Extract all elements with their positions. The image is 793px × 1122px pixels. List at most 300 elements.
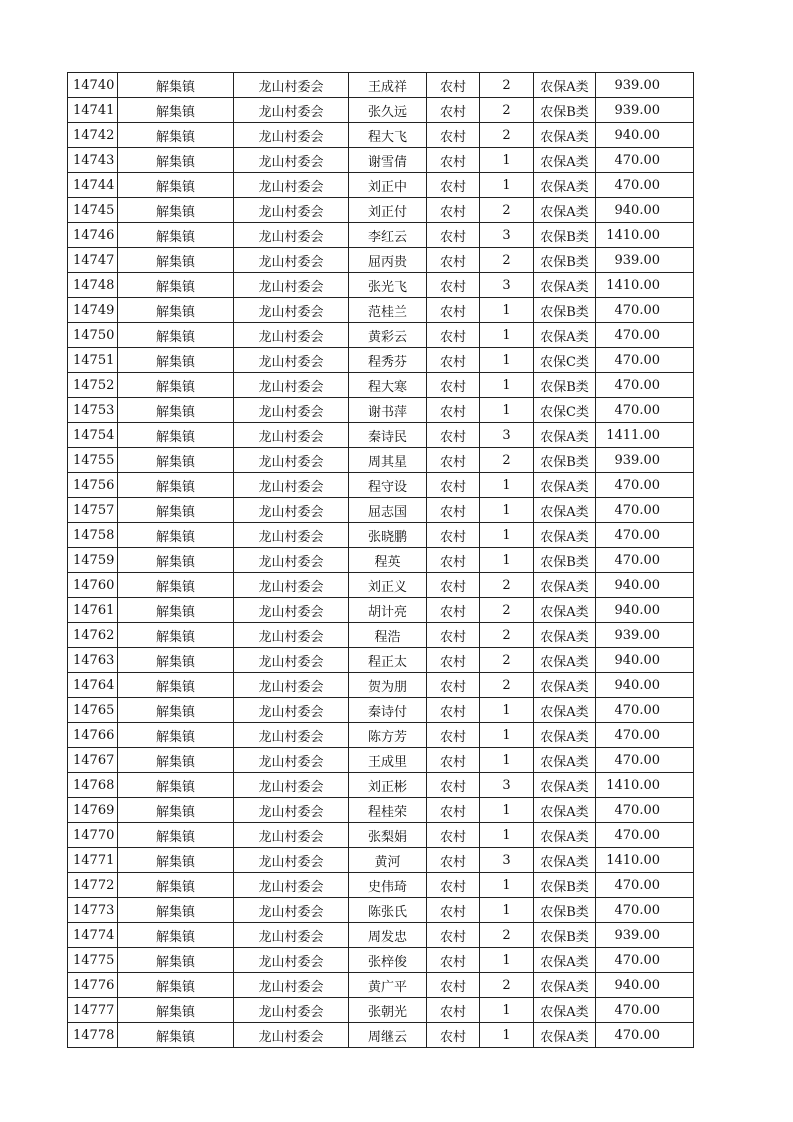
area-type-cell: 农村 [427, 923, 480, 948]
table-row [68, 548, 694, 573]
village-committee-cell: 龙山村委会 [234, 648, 349, 673]
person-name-cell: 屈志国 [349, 498, 427, 523]
table-row [68, 1023, 694, 1048]
town-cell: 解集镇 [118, 673, 234, 698]
amount-cell: 940.00 [596, 198, 694, 223]
village-committee-cell: 龙山村委会 [234, 423, 349, 448]
person-name-cell: 程大寒 [349, 373, 427, 398]
amount-cell: 470.00 [596, 898, 694, 923]
village-committee-cell: 龙山村委会 [234, 573, 349, 598]
area-type-cell: 农村 [427, 798, 480, 823]
village-committee-cell: 龙山村委会 [234, 498, 349, 523]
amount-cell: 470.00 [596, 473, 694, 498]
household-count-cell: 2 [480, 248, 534, 273]
area-type-cell: 农村 [427, 723, 480, 748]
record-id-cell: 14769 [68, 798, 118, 823]
person-name-cell: 谢雪倩 [349, 148, 427, 173]
household-count-cell: 3 [480, 773, 534, 798]
town-cell: 解集镇 [118, 923, 234, 948]
household-count-cell: 2 [480, 923, 534, 948]
amount-cell: 470.00 [596, 148, 694, 173]
village-committee-cell: 龙山村委会 [234, 523, 349, 548]
area-type-cell: 农村 [427, 123, 480, 148]
town-cell: 解集镇 [118, 73, 234, 98]
table-row [68, 823, 694, 848]
record-id-cell: 14751 [68, 348, 118, 373]
household-count-cell: 2 [480, 623, 534, 648]
town-cell: 解集镇 [118, 598, 234, 623]
town-cell: 解集镇 [118, 423, 234, 448]
person-name-cell: 秦诗民 [349, 423, 427, 448]
insurance-category-cell: 农保A类 [534, 198, 596, 223]
town-cell: 解集镇 [118, 773, 234, 798]
amount-cell: 1410.00 [596, 273, 694, 298]
insurance-category-cell: 农保A类 [534, 423, 596, 448]
village-committee-cell: 龙山村委会 [234, 973, 349, 998]
area-type-cell: 农村 [427, 523, 480, 548]
insurance-category-cell: 农保A类 [534, 948, 596, 973]
town-cell: 解集镇 [118, 823, 234, 848]
amount-cell: 470.00 [596, 298, 694, 323]
area-type-cell: 农村 [427, 73, 480, 98]
amount-cell: 939.00 [596, 448, 694, 473]
record-id-cell: 14741 [68, 98, 118, 123]
record-id-cell: 14742 [68, 123, 118, 148]
record-id-cell: 14761 [68, 598, 118, 623]
household-count-cell: 2 [480, 648, 534, 673]
amount-cell: 470.00 [596, 823, 694, 848]
area-type-cell: 农村 [427, 223, 480, 248]
record-id-cell: 14774 [68, 923, 118, 948]
village-committee-cell: 龙山村委会 [234, 398, 349, 423]
village-committee-cell: 龙山村委会 [234, 273, 349, 298]
table-row [68, 248, 694, 273]
household-count-cell: 1 [480, 173, 534, 198]
amount-cell: 470.00 [596, 748, 694, 773]
person-name-cell: 程桂荣 [349, 798, 427, 823]
amount-cell: 940.00 [596, 648, 694, 673]
household-count-cell: 2 [480, 973, 534, 998]
amount-cell: 470.00 [596, 798, 694, 823]
insurance-category-cell: 农保A类 [534, 598, 596, 623]
area-type-cell: 农村 [427, 948, 480, 973]
insurance-category-cell: 农保A类 [534, 148, 596, 173]
village-committee-cell: 龙山村委会 [234, 998, 349, 1023]
person-name-cell: 黄河 [349, 848, 427, 873]
village-committee-cell: 龙山村委会 [234, 623, 349, 648]
insurance-category-cell: 农保A类 [534, 848, 596, 873]
town-cell: 解集镇 [118, 798, 234, 823]
record-id-cell: 14757 [68, 498, 118, 523]
table-row [68, 948, 694, 973]
insurance-category-cell: 农保B类 [534, 248, 596, 273]
table-row [68, 623, 694, 648]
household-count-cell: 1 [480, 898, 534, 923]
amount-cell: 470.00 [596, 348, 694, 373]
insurance-category-cell: 农保B类 [534, 373, 596, 398]
table-row [68, 598, 694, 623]
area-type-cell: 农村 [427, 698, 480, 723]
household-count-cell: 3 [480, 848, 534, 873]
person-name-cell: 谢书萍 [349, 398, 427, 423]
table-row [68, 423, 694, 448]
town-cell: 解集镇 [118, 948, 234, 973]
person-name-cell: 张晓鹏 [349, 523, 427, 548]
record-id-cell: 14754 [68, 423, 118, 448]
insurance-category-cell: 农保B类 [534, 98, 596, 123]
roster-table [67, 72, 694, 1048]
record-id-cell: 14743 [68, 148, 118, 173]
town-cell: 解集镇 [118, 873, 234, 898]
amount-cell: 470.00 [596, 498, 694, 523]
person-name-cell: 史伟琦 [349, 873, 427, 898]
insurance-category-cell: 农保A类 [534, 773, 596, 798]
household-count-cell: 1 [480, 473, 534, 498]
household-count-cell: 2 [480, 123, 534, 148]
insurance-category-cell: 农保A类 [534, 123, 596, 148]
person-name-cell: 刘正付 [349, 198, 427, 223]
table-row [68, 473, 694, 498]
town-cell: 解集镇 [118, 648, 234, 673]
village-committee-cell: 龙山村委会 [234, 73, 349, 98]
insurance-category-cell: 农保A类 [534, 1023, 596, 1048]
person-name-cell: 张梓俊 [349, 948, 427, 973]
insurance-category-cell: 农保B类 [534, 898, 596, 923]
amount-cell: 940.00 [596, 673, 694, 698]
area-type-cell: 农村 [427, 873, 480, 898]
person-name-cell: 张光飞 [349, 273, 427, 298]
person-name-cell: 王成祥 [349, 73, 427, 98]
record-id-cell: 14773 [68, 898, 118, 923]
household-count-cell: 3 [480, 223, 534, 248]
amount-cell: 1410.00 [596, 773, 694, 798]
record-id-cell: 14740 [68, 73, 118, 98]
area-type-cell: 农村 [427, 648, 480, 673]
person-name-cell: 李红云 [349, 223, 427, 248]
area-type-cell: 农村 [427, 373, 480, 398]
area-type-cell: 农村 [427, 598, 480, 623]
village-committee-cell: 龙山村委会 [234, 598, 349, 623]
village-committee-cell: 龙山村委会 [234, 448, 349, 473]
amount-cell: 939.00 [596, 98, 694, 123]
person-name-cell: 黄广平 [349, 973, 427, 998]
town-cell: 解集镇 [118, 173, 234, 198]
village-committee-cell: 龙山村委会 [234, 823, 349, 848]
area-type-cell: 农村 [427, 323, 480, 348]
person-name-cell: 王成里 [349, 748, 427, 773]
household-count-cell: 1 [480, 373, 534, 398]
village-committee-cell: 龙山村委会 [234, 148, 349, 173]
roster-body [68, 73, 694, 1048]
household-count-cell: 2 [480, 73, 534, 98]
household-count-cell: 1 [480, 948, 534, 973]
person-name-cell: 刘正中 [349, 173, 427, 198]
record-id-cell: 14746 [68, 223, 118, 248]
area-type-cell: 农村 [427, 498, 480, 523]
area-type-cell: 农村 [427, 973, 480, 998]
village-committee-cell: 龙山村委会 [234, 923, 349, 948]
household-count-cell: 1 [480, 748, 534, 773]
household-count-cell: 1 [480, 323, 534, 348]
insurance-category-cell: 农保B类 [534, 923, 596, 948]
insurance-category-cell: 农保A类 [534, 473, 596, 498]
area-type-cell: 农村 [427, 1023, 480, 1048]
table-row [68, 148, 694, 173]
insurance-category-cell: 农保B类 [534, 448, 596, 473]
table-row [68, 373, 694, 398]
area-type-cell: 农村 [427, 248, 480, 273]
household-count-cell: 1 [480, 398, 534, 423]
record-id-cell: 14755 [68, 448, 118, 473]
town-cell: 解集镇 [118, 373, 234, 398]
village-committee-cell: 龙山村委会 [234, 248, 349, 273]
household-count-cell: 3 [480, 423, 534, 448]
household-count-cell: 1 [480, 873, 534, 898]
person-name-cell: 胡计亮 [349, 598, 427, 623]
amount-cell: 470.00 [596, 698, 694, 723]
insurance-category-cell: 农保A类 [534, 498, 596, 523]
village-committee-cell: 龙山村委会 [234, 798, 349, 823]
area-type-cell: 农村 [427, 998, 480, 1023]
insurance-category-cell: 农保A类 [534, 523, 596, 548]
amount-cell: 939.00 [596, 623, 694, 648]
household-count-cell: 2 [480, 198, 534, 223]
household-count-cell: 1 [480, 298, 534, 323]
amount-cell: 470.00 [596, 323, 694, 348]
household-count-cell: 1 [480, 548, 534, 573]
table-row [68, 848, 694, 873]
town-cell: 解集镇 [118, 623, 234, 648]
person-name-cell: 程守设 [349, 473, 427, 498]
record-id-cell: 14762 [68, 623, 118, 648]
town-cell: 解集镇 [118, 698, 234, 723]
household-count-cell: 1 [480, 998, 534, 1023]
area-type-cell: 农村 [427, 298, 480, 323]
amount-cell: 1411.00 [596, 423, 694, 448]
amount-cell: 939.00 [596, 73, 694, 98]
amount-cell: 939.00 [596, 248, 694, 273]
record-id-cell: 14759 [68, 548, 118, 573]
town-cell: 解集镇 [118, 523, 234, 548]
insurance-category-cell: 农保C类 [534, 398, 596, 423]
household-count-cell: 1 [480, 823, 534, 848]
insurance-category-cell: 农保A类 [534, 973, 596, 998]
table-row [68, 648, 694, 673]
area-type-cell: 农村 [427, 623, 480, 648]
household-count-cell: 1 [480, 1023, 534, 1048]
village-committee-cell: 龙山村委会 [234, 173, 349, 198]
amount-cell: 1410.00 [596, 848, 694, 873]
person-name-cell: 张久远 [349, 98, 427, 123]
person-name-cell: 秦诗付 [349, 698, 427, 723]
person-name-cell: 刘正义 [349, 573, 427, 598]
town-cell: 解集镇 [118, 473, 234, 498]
area-type-cell: 农村 [427, 898, 480, 923]
area-type-cell: 农村 [427, 173, 480, 198]
village-committee-cell: 龙山村委会 [234, 873, 349, 898]
person-name-cell: 周发忠 [349, 923, 427, 948]
amount-cell: 470.00 [596, 548, 694, 573]
person-name-cell: 陈张氏 [349, 898, 427, 923]
insurance-category-cell: 农保B类 [534, 298, 596, 323]
insurance-category-cell: 农保A类 [534, 748, 596, 773]
table-row [68, 923, 694, 948]
household-count-cell: 2 [480, 673, 534, 698]
village-committee-cell: 龙山村委会 [234, 198, 349, 223]
town-cell: 解集镇 [118, 973, 234, 998]
table-row [68, 523, 694, 548]
village-committee-cell: 龙山村委会 [234, 223, 349, 248]
person-name-cell: 程浩 [349, 623, 427, 648]
area-type-cell: 农村 [427, 198, 480, 223]
area-type-cell: 农村 [427, 823, 480, 848]
amount-cell: 470.00 [596, 948, 694, 973]
town-cell: 解集镇 [118, 98, 234, 123]
household-count-cell: 2 [480, 598, 534, 623]
table-row [68, 273, 694, 298]
record-id-cell: 14756 [68, 473, 118, 498]
village-committee-cell: 龙山村委会 [234, 748, 349, 773]
town-cell: 解集镇 [118, 448, 234, 473]
insurance-category-cell: 农保C类 [534, 348, 596, 373]
record-id-cell: 14778 [68, 1023, 118, 1048]
person-name-cell: 刘正彬 [349, 773, 427, 798]
town-cell: 解集镇 [118, 248, 234, 273]
area-type-cell: 农村 [427, 98, 480, 123]
table-row [68, 498, 694, 523]
town-cell: 解集镇 [118, 223, 234, 248]
town-cell: 解集镇 [118, 148, 234, 173]
area-type-cell: 农村 [427, 673, 480, 698]
village-committee-cell: 龙山村委会 [234, 98, 349, 123]
amount-cell: 470.00 [596, 173, 694, 198]
insurance-category-cell: 农保B类 [534, 548, 596, 573]
table-row [68, 898, 694, 923]
amount-cell: 940.00 [596, 598, 694, 623]
town-cell: 解集镇 [118, 848, 234, 873]
village-committee-cell: 龙山村委会 [234, 1023, 349, 1048]
town-cell: 解集镇 [118, 198, 234, 223]
household-count-cell: 1 [480, 798, 534, 823]
record-id-cell: 14765 [68, 698, 118, 723]
town-cell: 解集镇 [118, 573, 234, 598]
amount-cell: 470.00 [596, 1023, 694, 1048]
town-cell: 解集镇 [118, 998, 234, 1023]
record-id-cell: 14753 [68, 398, 118, 423]
insurance-category-cell: 农保B类 [534, 223, 596, 248]
town-cell: 解集镇 [118, 123, 234, 148]
table-row [68, 973, 694, 998]
table-row [68, 873, 694, 898]
record-id-cell: 14775 [68, 948, 118, 973]
record-id-cell: 14766 [68, 723, 118, 748]
village-committee-cell: 龙山村委会 [234, 323, 349, 348]
record-id-cell: 14752 [68, 373, 118, 398]
table-row [68, 723, 694, 748]
person-name-cell: 黄彩云 [349, 323, 427, 348]
village-committee-cell: 龙山村委会 [234, 723, 349, 748]
amount-cell: 470.00 [596, 723, 694, 748]
area-type-cell: 农村 [427, 748, 480, 773]
area-type-cell: 农村 [427, 548, 480, 573]
insurance-category-cell: 农保B类 [534, 873, 596, 898]
insurance-category-cell: 农保A类 [534, 673, 596, 698]
area-type-cell: 农村 [427, 273, 480, 298]
record-id-cell: 14760 [68, 573, 118, 598]
record-id-cell: 14764 [68, 673, 118, 698]
amount-cell: 939.00 [596, 923, 694, 948]
insurance-category-cell: 农保A类 [534, 648, 596, 673]
town-cell: 解集镇 [118, 898, 234, 923]
record-id-cell: 14750 [68, 323, 118, 348]
amount-cell: 470.00 [596, 373, 694, 398]
town-cell: 解集镇 [118, 748, 234, 773]
insurance-category-cell: 农保A类 [534, 623, 596, 648]
record-id-cell: 14749 [68, 298, 118, 323]
area-type-cell: 农村 [427, 348, 480, 373]
amount-cell: 470.00 [596, 873, 694, 898]
town-cell: 解集镇 [118, 723, 234, 748]
household-count-cell: 1 [480, 698, 534, 723]
household-count-cell: 2 [480, 448, 534, 473]
household-count-cell: 1 [480, 723, 534, 748]
record-id-cell: 14744 [68, 173, 118, 198]
record-id-cell: 14745 [68, 198, 118, 223]
person-name-cell: 程正太 [349, 648, 427, 673]
table-row [68, 773, 694, 798]
table-row [68, 798, 694, 823]
record-id-cell: 14771 [68, 848, 118, 873]
record-id-cell: 14767 [68, 748, 118, 773]
record-id-cell: 14776 [68, 973, 118, 998]
area-type-cell: 农村 [427, 573, 480, 598]
village-committee-cell: 龙山村委会 [234, 298, 349, 323]
record-id-cell: 14770 [68, 823, 118, 848]
household-count-cell: 1 [480, 523, 534, 548]
table-row [68, 698, 694, 723]
household-count-cell: 2 [480, 98, 534, 123]
table-row [68, 323, 694, 348]
table-row [68, 98, 694, 123]
record-id-cell: 14777 [68, 998, 118, 1023]
table-row [68, 748, 694, 773]
village-committee-cell: 龙山村委会 [234, 848, 349, 873]
area-type-cell: 农村 [427, 423, 480, 448]
area-type-cell: 农村 [427, 848, 480, 873]
amount-cell: 1410.00 [596, 223, 694, 248]
area-type-cell: 农村 [427, 773, 480, 798]
record-id-cell: 14763 [68, 648, 118, 673]
area-type-cell: 农村 [427, 148, 480, 173]
table-row [68, 173, 694, 198]
village-committee-cell: 龙山村委会 [234, 373, 349, 398]
town-cell: 解集镇 [118, 1023, 234, 1048]
person-name-cell: 周其星 [349, 448, 427, 473]
table-row [68, 398, 694, 423]
person-name-cell: 程英 [349, 548, 427, 573]
village-committee-cell: 龙山村委会 [234, 673, 349, 698]
village-committee-cell: 龙山村委会 [234, 773, 349, 798]
village-committee-cell: 龙山村委会 [234, 123, 349, 148]
amount-cell: 940.00 [596, 123, 694, 148]
household-count-cell: 3 [480, 273, 534, 298]
area-type-cell: 农村 [427, 398, 480, 423]
household-count-cell: 1 [480, 498, 534, 523]
amount-cell: 470.00 [596, 398, 694, 423]
table-row [68, 123, 694, 148]
person-name-cell: 周继云 [349, 1023, 427, 1048]
table-row [68, 998, 694, 1023]
